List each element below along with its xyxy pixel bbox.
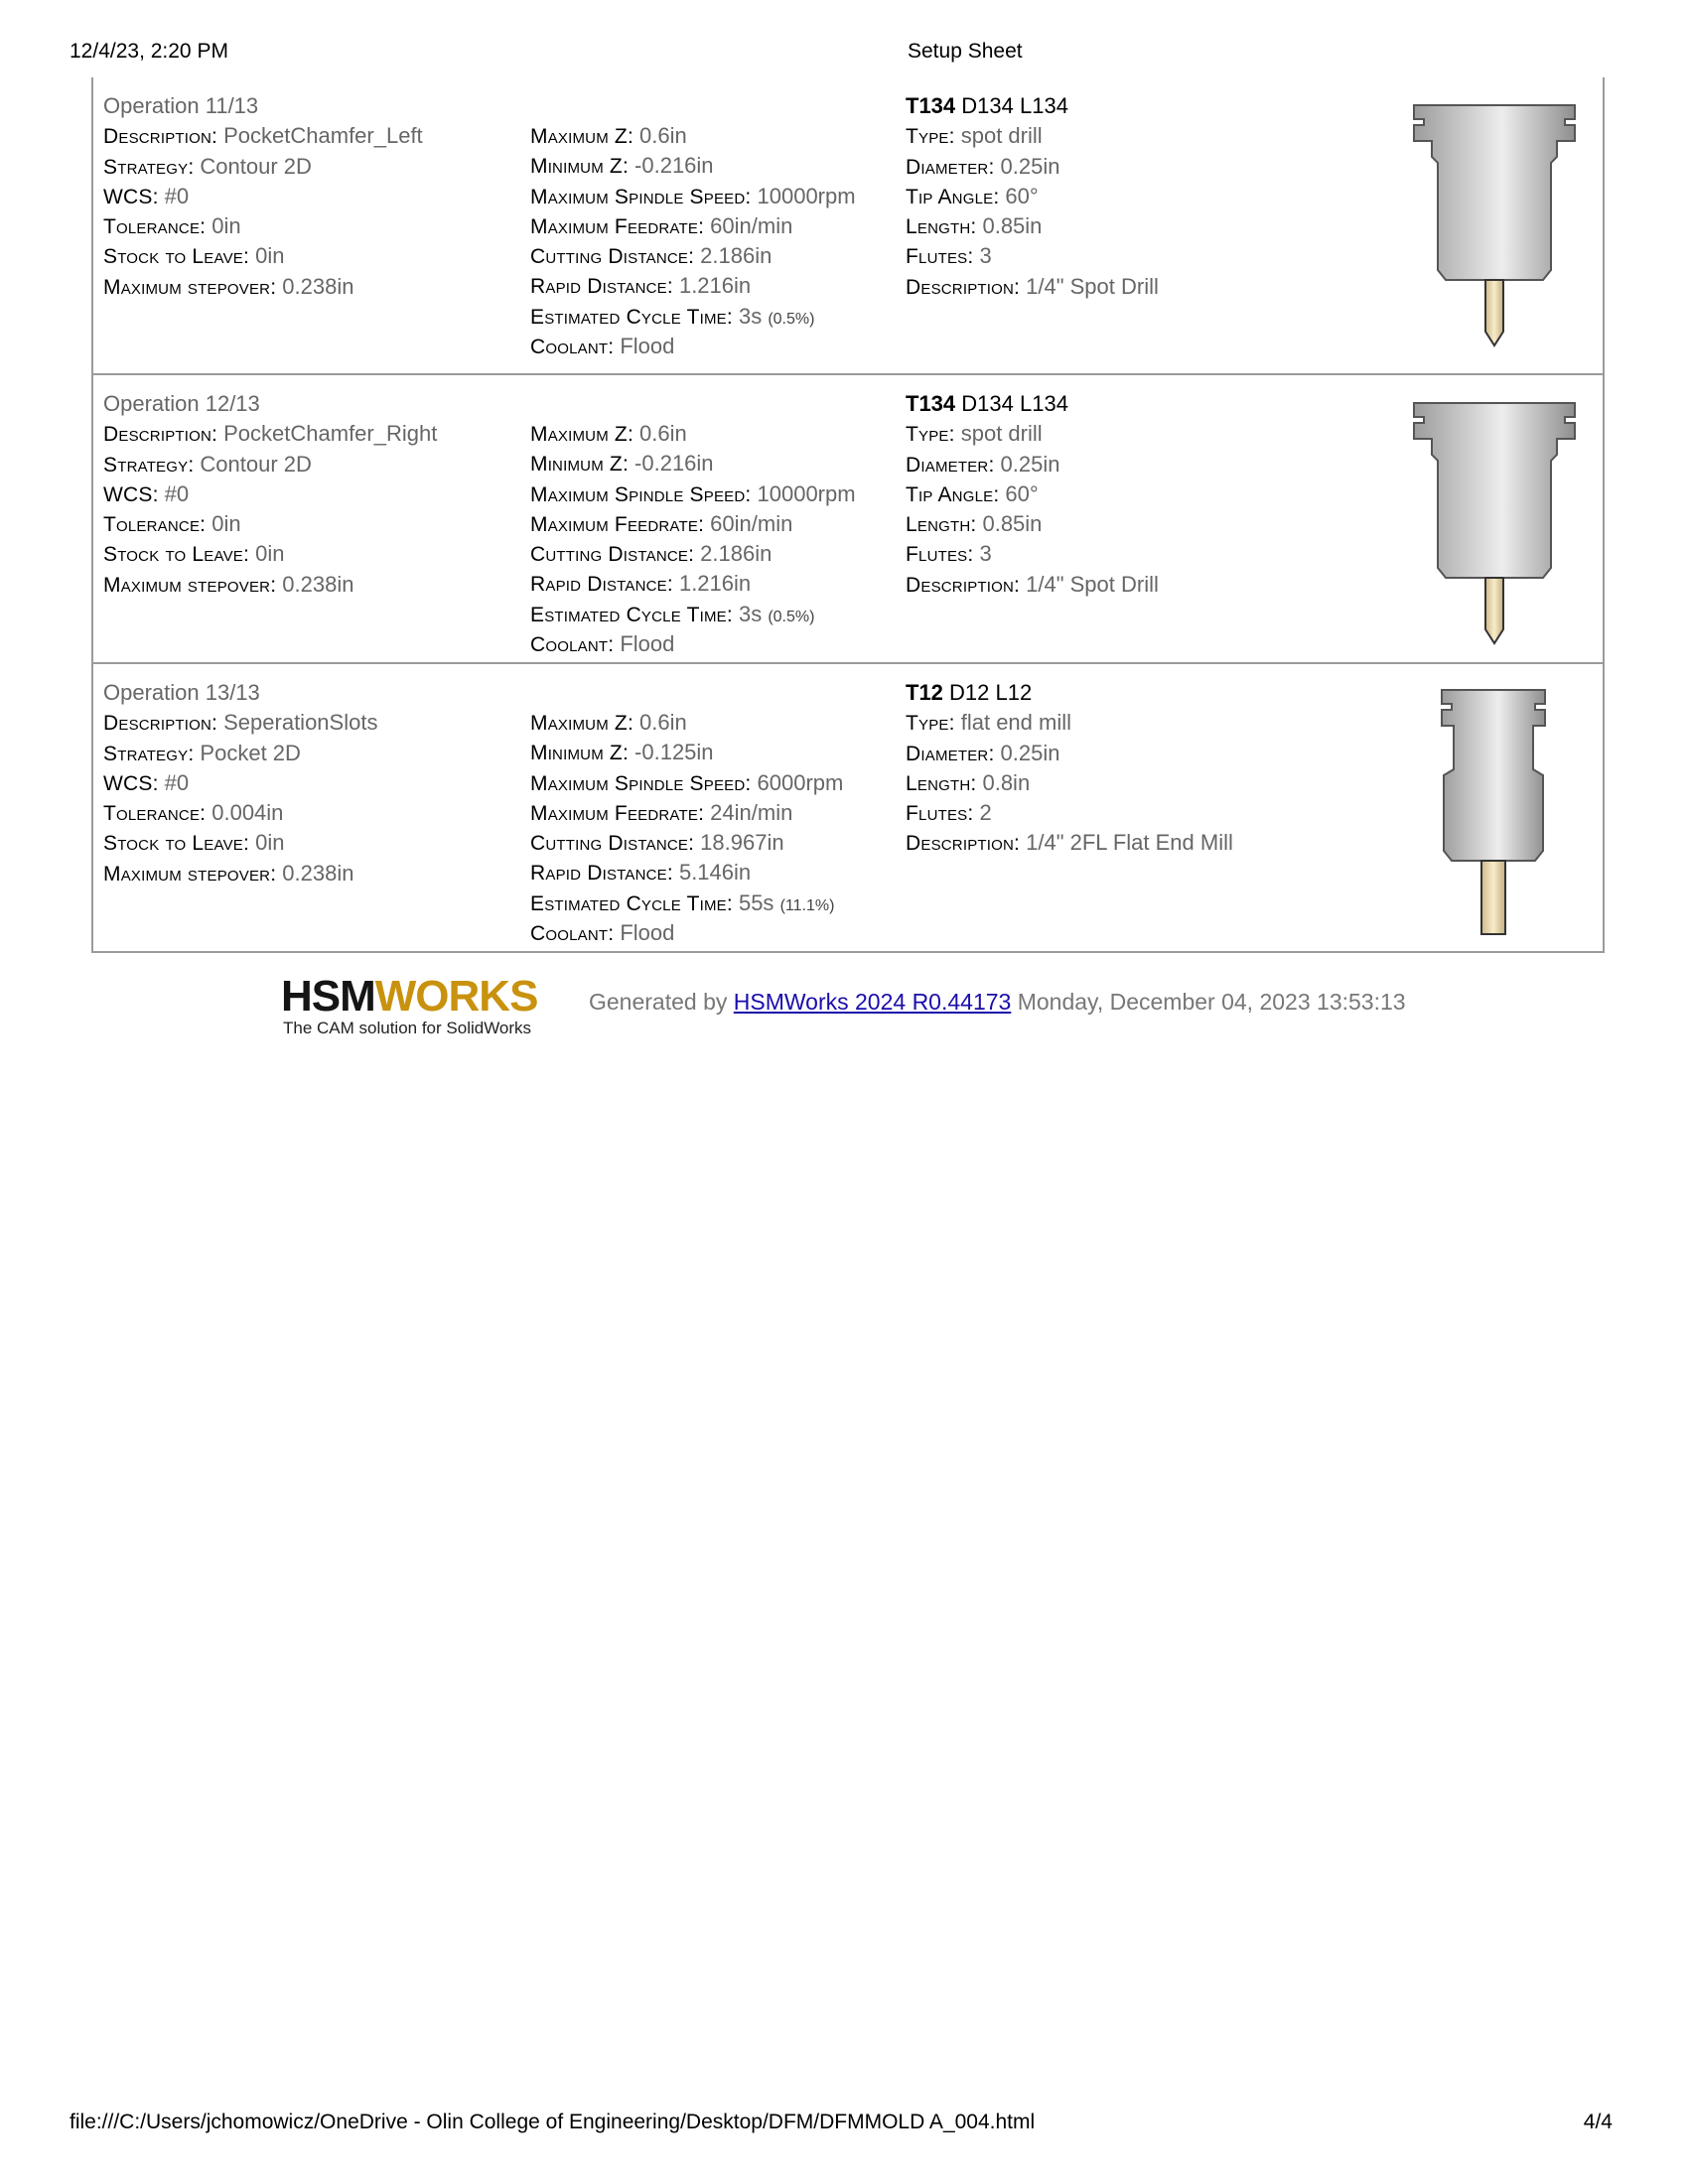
operation-row (93, 662, 1603, 951)
operation-description: SeperationSlots (223, 710, 378, 736)
tool-description: 1/4" Spot Drill (1026, 273, 1159, 299)
tool-diameter: 0.25in (1000, 451, 1060, 477)
operation-wcs: #0 (164, 480, 190, 506)
maximum-spindle-speed: 6000rpm (757, 769, 844, 795)
tool-number: T12 (906, 680, 943, 705)
operation-name: Operation 12/13 (103, 391, 260, 416)
operation-info: Operation 13/13 Description: SeperationSlots Strategy: Pocket 2D WCS: #0 Tolerance: 0.004in Stock to Leave: 0in Maximum stepover: 0.238in (103, 678, 520, 888)
tool-number: T134 (906, 93, 956, 118)
label-tool-description: Description (906, 275, 1015, 299)
label-minimum-z: Minimum Z (530, 155, 623, 179)
operations-table (91, 77, 1605, 953)
label-maximum-spindle-speed: Maximum Spindle Speed (530, 185, 746, 208)
label-rapid-distance: Rapid Distance (530, 573, 667, 597)
label-flutes: Flutes (906, 802, 968, 826)
operation-wcs: #0 (164, 183, 190, 208)
label-cutting-distance: Cutting Distance (530, 832, 689, 856)
operation-strategy: Contour 2D (200, 451, 312, 477)
label-flutes: Flutes (906, 543, 968, 567)
maximum-feedrate: 60in/min (710, 510, 793, 536)
minimum-z: -0.216in (634, 153, 714, 179)
estimated-cycle-time: 3s (738, 601, 763, 626)
label-length: Length (906, 771, 971, 795)
maximum-spindle-speed: 10000rpm (757, 183, 856, 208)
tool-type: spot drill (960, 123, 1043, 149)
label-maximum-feedrate: Maximum Feedrate (530, 214, 699, 238)
operation-parameters: Maximum Z: 0.6in Minimum Z: -0.216in Maximum Spindle Speed: 10000rpm Maximum Feedrate: 60in/min Cutting Distance: 2.186in Rapid Distance: 1.216in Estimated Cycle Time: 3s (0.5%) Coolant: Flood (530, 123, 856, 359)
label-coolant: Coolant (530, 336, 609, 359)
tool-tip-angle: 60° (1005, 183, 1039, 208)
tool-diameter: 0.25in (1000, 153, 1060, 179)
label-description: Description (103, 423, 212, 447)
label-cutting-distance: Cutting Distance (530, 245, 689, 269)
label-wcs: WCS (103, 771, 153, 795)
print-datetime: 12/4/23, 2:20 PM (70, 40, 228, 63)
tool-length: 0.8in (982, 769, 1031, 795)
label-strategy: Strategy (103, 453, 189, 477)
label-cutting-distance: Cutting Distance (530, 543, 689, 567)
label-minimum-z: Minimum Z (530, 453, 623, 477)
operation-tolerance: 0in (211, 511, 241, 537)
rapid-distance: 5.146in (678, 860, 752, 886)
logo-hsm-text: HSM (281, 972, 375, 1021)
cutting-distance: 2.186in (700, 243, 773, 269)
label-type: Type (906, 125, 949, 149)
label-tip-angle: Tip Angle (906, 185, 994, 208)
operation-info: Operation 11/13 Description: PocketChamfer_Left Strategy: Contour 2D WCS: #0 Tolerance: 0in Stock to Leave: 0in Maximum stepover: 0.238in (103, 91, 520, 302)
rapid-distance: 1.216in (678, 273, 752, 299)
logo-works-text: WORKS (374, 972, 538, 1021)
label-tolerance: Tolerance (103, 215, 201, 239)
label-maximum-feedrate: Maximum Feedrate (530, 512, 699, 536)
operation-parameters: Maximum Z: 0.6in Minimum Z: -0.125in Maximum Spindle Speed: 6000rpm Maximum Feedrate: 24in/min Cutting Distance: 18.967in Rapid Distance: 5.146in Estimated Cycle Time: 55s (11.1%) Coolant: Flood (530, 710, 844, 946)
tool-flutes: 3 (979, 243, 992, 269)
estimated-cycle-time: 55s (738, 889, 774, 915)
label-length: Length (906, 215, 971, 239)
tool-flutes: 2 (979, 800, 992, 826)
operation-description: PocketChamfer_Right (223, 421, 438, 447)
cycle-time-percent: (0.5%) (768, 608, 815, 625)
generated-by-prefix: Generated by (589, 989, 728, 1015)
label-maximum-z: Maximum Z (530, 423, 628, 446)
label-stock-to-leave: Stock to Leave (103, 832, 244, 856)
label-diameter: Diameter (906, 742, 989, 765)
tool-length: 0.85in (982, 511, 1043, 537)
label-type: Type (906, 423, 949, 447)
flat-end-mill-icon (1394, 676, 1593, 944)
operation-maximum-stepover: 0.238in (282, 571, 354, 597)
minimum-z: -0.125in (634, 740, 714, 765)
tool-diameter: 0.25in (1000, 740, 1060, 765)
operation-maximum-stepover: 0.238in (282, 273, 354, 299)
tool-description: 1/4" 2FL Flat End Mill (1026, 830, 1233, 856)
operation-stock-to-leave: 0in (255, 830, 285, 856)
label-coolant: Coolant (530, 633, 609, 657)
label-estimated-cycle-time: Estimated Cycle Time (530, 603, 727, 626)
hsmworks-logo (281, 973, 569, 1038)
coolant: Flood (620, 920, 675, 946)
minimum-z: -0.216in (634, 451, 714, 477)
label-estimated-cycle-time: Estimated Cycle Time (530, 891, 727, 915)
tool-info: T12 D12 L12 Type: flat end mill Diameter: 0.25in Length: 0.8in Flutes: 2 Description: 1/4" 2FL Flat End Mill (906, 680, 1233, 856)
operation-strategy: Pocket 2D (200, 740, 301, 765)
label-maximum-stepover: Maximum stepover (103, 573, 271, 597)
label-maximum-stepover: Maximum stepover (103, 275, 271, 299)
label-stock-to-leave: Stock to Leave (103, 543, 244, 567)
label-maximum-feedrate: Maximum Feedrate (530, 801, 699, 825)
operation-wcs: #0 (164, 769, 190, 795)
maximum-z: 0.6in (639, 123, 687, 148)
operation-row (93, 77, 1603, 373)
label-rapid-distance: Rapid Distance (530, 275, 667, 299)
spot-drill-icon (1394, 89, 1593, 357)
operation-name: Operation 13/13 (103, 680, 260, 705)
operation-tolerance: 0in (211, 213, 241, 239)
operation-maximum-stepover: 0.238in (282, 860, 354, 886)
cycle-time-percent: (11.1%) (779, 896, 835, 914)
operation-description: PocketChamfer_Left (223, 123, 423, 149)
operation-name: Operation 11/13 (103, 93, 259, 118)
label-tolerance: Tolerance (103, 513, 201, 537)
operation-info: Operation 12/13 Description: PocketChamfer_Right Strategy: Contour 2D WCS: #0 Tolerance: 0in Stock to Leave: 0in Maximum stepover: 0.238in (103, 389, 520, 600)
label-estimated-cycle-time: Estimated Cycle Time (530, 305, 727, 329)
label-wcs: WCS (103, 482, 153, 506)
label-tool-description: Description (906, 573, 1015, 597)
label-coolant: Coolant (530, 922, 609, 946)
spot-drill-icon (1394, 387, 1593, 655)
label-length: Length (906, 513, 971, 537)
tool-info: T134 D134 L134 Type: spot drill Diameter: 0.25in Tip Angle: 60° Length: 0.85in Flutes: 3 Description: 1/4" Spot Drill (906, 391, 1159, 597)
label-description: Description (103, 125, 212, 149)
label-type: Type (906, 712, 949, 736)
generator-footer (281, 973, 1473, 1038)
print-title: Setup Sheet (908, 40, 1023, 63)
tool-number: T134 (906, 391, 956, 416)
label-stock-to-leave: Stock to Leave (103, 245, 244, 269)
tool-tip-angle: 60° (1005, 480, 1039, 506)
logo-tagline: The CAM solution for SolidWorks (283, 1019, 532, 1037)
label-strategy: Strategy (103, 155, 189, 179)
tool-offsets: D12 L12 (949, 680, 1033, 705)
label-maximum-z: Maximum Z (530, 712, 628, 735)
label-minimum-z: Minimum Z (530, 742, 623, 765)
print-page-number: 4/4 (1583, 2111, 1613, 2133)
maximum-z: 0.6in (639, 710, 687, 735)
tool-offsets: D134 L134 (961, 93, 1068, 118)
coolant: Flood (620, 631, 675, 657)
tool-description: 1/4" Spot Drill (1026, 571, 1159, 597)
cycle-time-percent: (0.5%) (768, 310, 815, 328)
operation-stock-to-leave: 0in (255, 541, 285, 567)
operation-stock-to-leave: 0in (255, 243, 285, 269)
operation-row (93, 373, 1603, 662)
print-file-url: file:///C:/Users/jchomowicz/OneDrive - Olin College of Engineering/Desktop/DFM/DFMMOLD A_004.html (70, 2111, 1036, 2133)
label-description: Description (103, 712, 212, 736)
label-rapid-distance: Rapid Distance (530, 862, 667, 886)
operation-strategy: Contour 2D (200, 153, 312, 179)
label-tolerance: Tolerance (103, 802, 201, 826)
maximum-spindle-speed: 10000rpm (757, 480, 856, 506)
label-maximum-spindle-speed: Maximum Spindle Speed (530, 771, 746, 795)
tool-flutes: 3 (979, 541, 992, 567)
label-maximum-spindle-speed: Maximum Spindle Speed (530, 482, 746, 506)
cutting-distance: 2.186in (700, 541, 773, 567)
tool-length: 0.85in (982, 213, 1043, 239)
rapid-distance: 1.216in (678, 571, 752, 597)
label-maximum-stepover: Maximum stepover (103, 862, 271, 886)
label-strategy: Strategy (103, 742, 189, 765)
label-wcs: WCS (103, 185, 153, 208)
operation-tolerance: 0.004in (211, 800, 284, 826)
label-tip-angle: Tip Angle (906, 482, 994, 506)
tool-info: T134 D134 L134 Type: spot drill Diameter: 0.25in Tip Angle: 60° Length: 0.85in Flutes: 3 Description: 1/4" Spot Drill (906, 93, 1159, 299)
label-diameter: Diameter (906, 155, 989, 179)
tool-type: flat end mill (960, 710, 1072, 736)
generated-by-text (589, 989, 1406, 1016)
label-flutes: Flutes (906, 245, 968, 269)
maximum-z: 0.6in (639, 421, 687, 446)
label-diameter: Diameter (906, 453, 989, 477)
estimated-cycle-time: 3s (738, 303, 763, 329)
operation-parameters: Maximum Z: 0.6in Minimum Z: -0.216in Maximum Spindle Speed: 10000rpm Maximum Feedrate: 60in/min Cutting Distance: 2.186in Rapid Distance: 1.216in Estimated Cycle Time: 3s (0.5%) Coolant: Flood (530, 421, 856, 657)
cutting-distance: 18.967in (700, 830, 784, 856)
print-footer (0, 2111, 1688, 2140)
hsmworks-version-link[interactable]: HSMWorks 2024 R0.44173 (733, 989, 1012, 1015)
label-maximum-z: Maximum Z (530, 125, 628, 148)
tool-type: spot drill (960, 421, 1043, 447)
print-header (0, 40, 1688, 69)
label-tool-description: Description (906, 832, 1015, 856)
coolant: Flood (620, 334, 675, 359)
maximum-feedrate: 60in/min (710, 212, 793, 238)
generated-date: Monday, December 04, 2023 13:53:13 (1017, 989, 1406, 1015)
tool-offsets: D134 L134 (961, 391, 1068, 416)
maximum-feedrate: 24in/min (710, 799, 793, 825)
